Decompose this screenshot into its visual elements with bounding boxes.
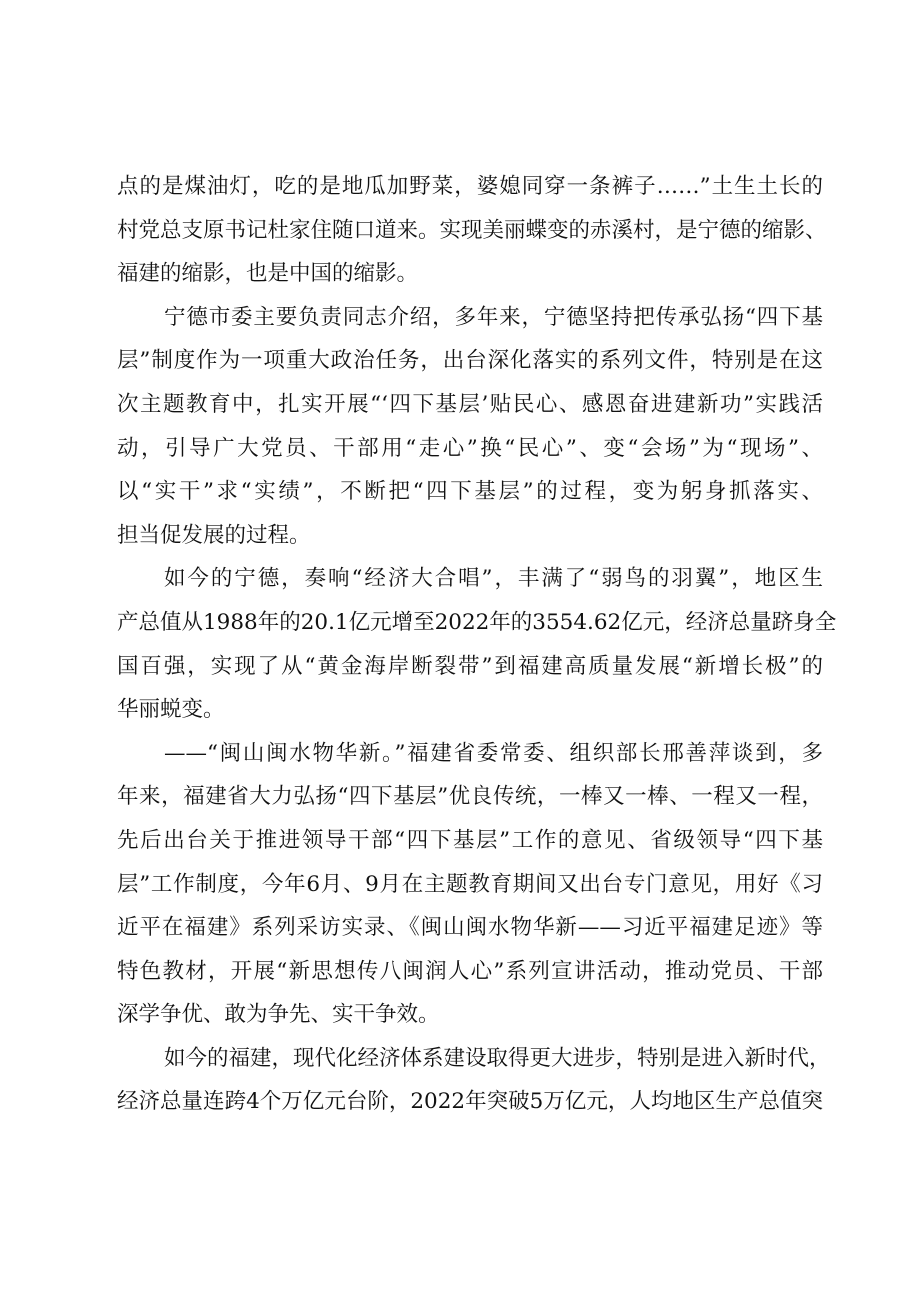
text-line: 年来，福建省大力弘扬“四下基层”优良传统，一棒又一棒、一程又一程， [117, 784, 823, 810]
text-line: 动，引导广大党员、干部用“走心”换“民心”、变“会场”为“现场”、 [117, 435, 823, 461]
paragraph [117, 165, 827, 296]
article-body [117, 165, 837, 1124]
text-line: 如今的宁德，奏响“经济大合唱”，丰满了“弱鸟的羽翼”，地区生 [164, 566, 823, 592]
text-line: 担当促发展的过程。 [117, 522, 311, 548]
text-line: 特色教材，开展“新思想传八闽润人心”系列宣讲活动，推动党员、干部 [117, 958, 823, 984]
text-line: 国百强，实现了从“黄金海岸断裂带”到福建高质量发展“新增长极”的 [117, 653, 823, 679]
paragraph [117, 557, 837, 731]
text-line: 如今的福建，现代化经济体系建设取得更大进步，特别是进入新时代， [164, 1045, 831, 1071]
text-line: 宁德市委主要负责同志介绍，多年来，宁德坚持把传承弘扬“四下基 [164, 304, 823, 330]
text-line: 近平在福建》系列采访实录、《闽山闽水物华新——习近平福建足迹》等 [117, 915, 823, 941]
text-line: 村党总支原书记杜家住随口道来。实现美丽蝶变的赤溪村，是宁德的缩影、 [117, 217, 827, 243]
text-line: 产总值从1988年的20.1亿元增至2022年的3554.62亿元，经济总量跻身全 [117, 609, 837, 635]
text-line: 层”工作制度，今年6月、9月在主题教育期间又出台专门意见，用好《习 [117, 871, 823, 897]
paragraph [117, 1037, 831, 1124]
text-line: 福建的缩影，也是中国的缩影。 [117, 261, 419, 287]
text-line: 点的是煤油灯，吃的是地瓜加野菜，婆媳同穿一条裤子……”土生土长的 [117, 174, 823, 199]
text-line: 深学争优、敢为争先、实干争效。 [117, 1002, 440, 1028]
text-line: 层”制度作为一项重大政治任务，出台深化落实的系列文件，特别是在这 [117, 348, 823, 374]
text-line: ——“闽山闽水物华新。”福建省委常委、组织部长邢善萍谈到，多 [164, 740, 823, 766]
text-line: 次主题教育中，扎实开展“‘四下基层’贴民心、感恩奋进建新功”实践活 [117, 391, 823, 417]
text-line: 经济总量连跨4个万亿元台阶，2022年突破5万亿元，人均地区生产总值突 [117, 1089, 823, 1115]
paragraph [117, 296, 823, 558]
text-line: 华丽蜕变。 [117, 697, 225, 723]
text-line: 以“实干”求“实绩”，不断把“四下基层”的过程，变为躬身抓落实、 [117, 479, 823, 505]
paragraph [117, 732, 823, 1037]
text-line: 先后出台关于推进领导干部“四下基层”工作的意见、省级领导“四下基 [117, 827, 823, 853]
